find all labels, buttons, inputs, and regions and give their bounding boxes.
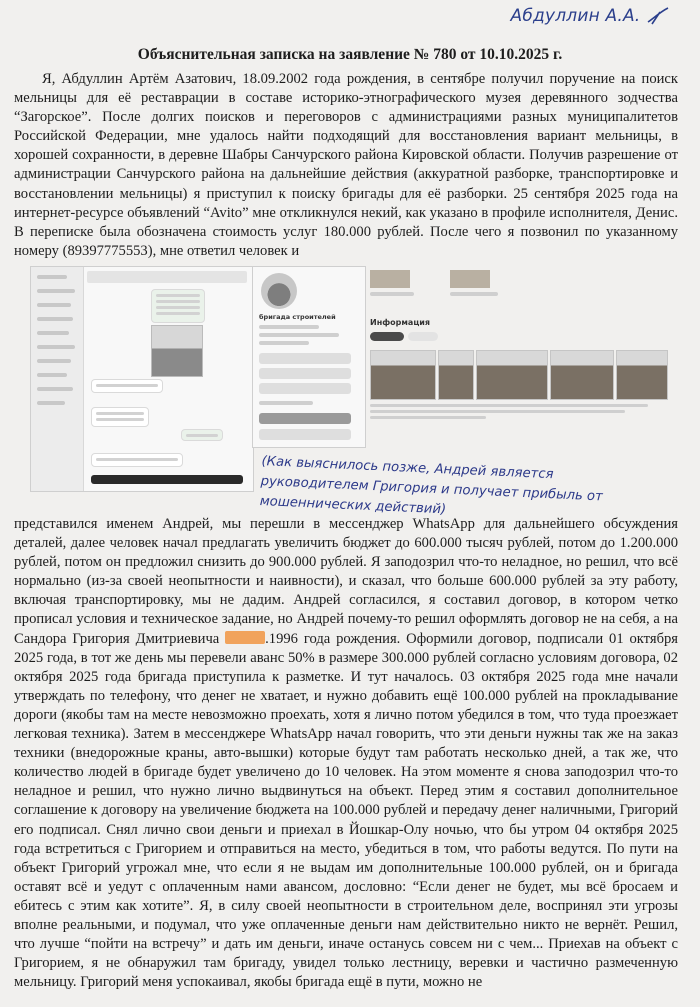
document-title: Объяснительная записка на заявление № 780 от 10.10.2025 г. [137,46,563,63]
chat-bubble [91,453,183,467]
chat-input-bar [91,475,243,484]
avito-profile-screenshot [252,266,366,448]
mill-photo [151,325,203,377]
chat-bubble [181,429,223,441]
paragraph-2 [14,515,678,992]
profile-avatar [261,273,297,309]
info-heading: Информация [370,318,430,327]
chat-bubble [91,379,163,393]
chat-bubble [91,407,149,427]
avito-chat-screenshot [30,266,254,492]
signature [510,6,672,26]
paragraph-1: Я, Абдуллин Артём Азатович, 18.09.2002 года рождения, в сентябре получил поручение на поиск мельницы для её реставрации в составе историко-этнографического музея деревянного зодчества “Загорское”. После долгих поисков и переговоров с администрациями разных муниципалитетов Российской Федерации, мне удалось найти подходящий для восстановления вариант мельницы, в хорошей сохранности, в деревне Шабры Санчурского района Кировской области. Получив разрешение от администрации Санчурского района на дальнейшие действия (аккуратной разборке, транспортировке и восстановлении мельницы) я приступил к поиску бригады для её разборки. 25 сентября 2025 года на интернет-ресурсе объявлений “Avito” мне откликнулся некий, как указано в профиле исполнителя, Денис. В переписке была обозначена стоимость услуг 180.000 рублей. После чего я позвонил по указанному номеру (89397775553), мне ответил человек и [14,71,678,259]
redaction-mark [225,631,265,644]
handwritten-note: (Как выяснилось позже, Андрей является руководителем Григория и получает прибыль от мошеннических действий) [259,453,604,518]
chat-header [87,271,247,283]
profile-name: бригада строителей [259,313,336,321]
paragraph-2-part-1: представился именем Андрей, мы перешли в мессенджер WhatsApp для дальнейшего обсуждения деталей, далее человек начал предлагать увеличить бюджет до 600.000 тысяч рублей, потом до 1.200.000 рублей, потом он предложил снизить до 900.000 рублей. Я заподозрил что-то неладное, но решил, что всё нормально (из-за своей неопытности и наивности), и сказал, что больше 600.000 рублей за эту работу, включая транспортировку, мы не дадим. Андрей согласился, я составил договор, в котором четко прописал условия и техническое задание, но Андрей почему-то решил оформлять договор не на себя, а на Сандора Григория Дмитриевича [14,516,678,647]
chat-bubble [151,289,205,323]
avito-info-screenshot [368,266,670,446]
paragraph-2-part-2: .1996 года рождения. Оформили договор, подписали 01 октября 2025 года, в тот же день мы перевели аванс 50% в размере 300.000 рублей согласно условиям договора, 02 октября 2025 года бригада приступила к разметке. И тут началось. 03 октября 2025 года мне начали утверждать по телефону, что денег не хватает, и нужно добавить ещё 100.000 рублей на прокладывание дороги (якобы там на месте невозможно проехать, хотя я лично потом убедился в том, что туда проезжает легковая техника). Затем в мессенджере WhatsApp начал говорить, что эти деньги нужны так же на заказ техники (внедорожные краны, авто-вышки) которые будут там работать несколько дней, а так же, что количество людей в бригаде будет увеличено до 10 человек. На этом моменте я снова заподозрил что-то неладное и решил, что нужно лично выдвинуться на объект. Перед этим я составил дополнительное соглашение к договору на увеличение бюджета на 100.000 рублей и передачу денег наличными, Григорий его подписал. Снял лично свои деньги и приехал в Йошкар-Олу ночью, что бы утром 04 октября 2025 года встретиться с Григорием и отправиться на место, убедиться в том, что работы ведутся. По пути на объект Григорий угрожал мне, что если я не выдам им дополнительные 100.000 рублей, он и бригада оставят всё и уедут с оплаченным нами авансом, дословно: “Если денег не будет, мы всё бросаем и ебитесь с этим как хотите”. Я, в силу своей неопытности в строительном деле, воспринял эти угрозы вполне реальными, и подумал, что уже оплаченные деньги нам действительно никто не вернёт. Решил, что лучше “пойти на встречу” и дать им деньги, иначе останусь совсем ни с чем... Приехав на объект с Григорием, я не обнаружил там бригаду, увидел только лестницу, веревки и частично размеченную мельницу. Григорий меня успокаивал, якобы бригада ещё в пути, можно не [14,630,679,991]
signature-text: Абдуллин А.А. [510,6,641,26]
chat-sidebar [31,267,84,491]
signature-stroke-icon [646,6,672,26]
